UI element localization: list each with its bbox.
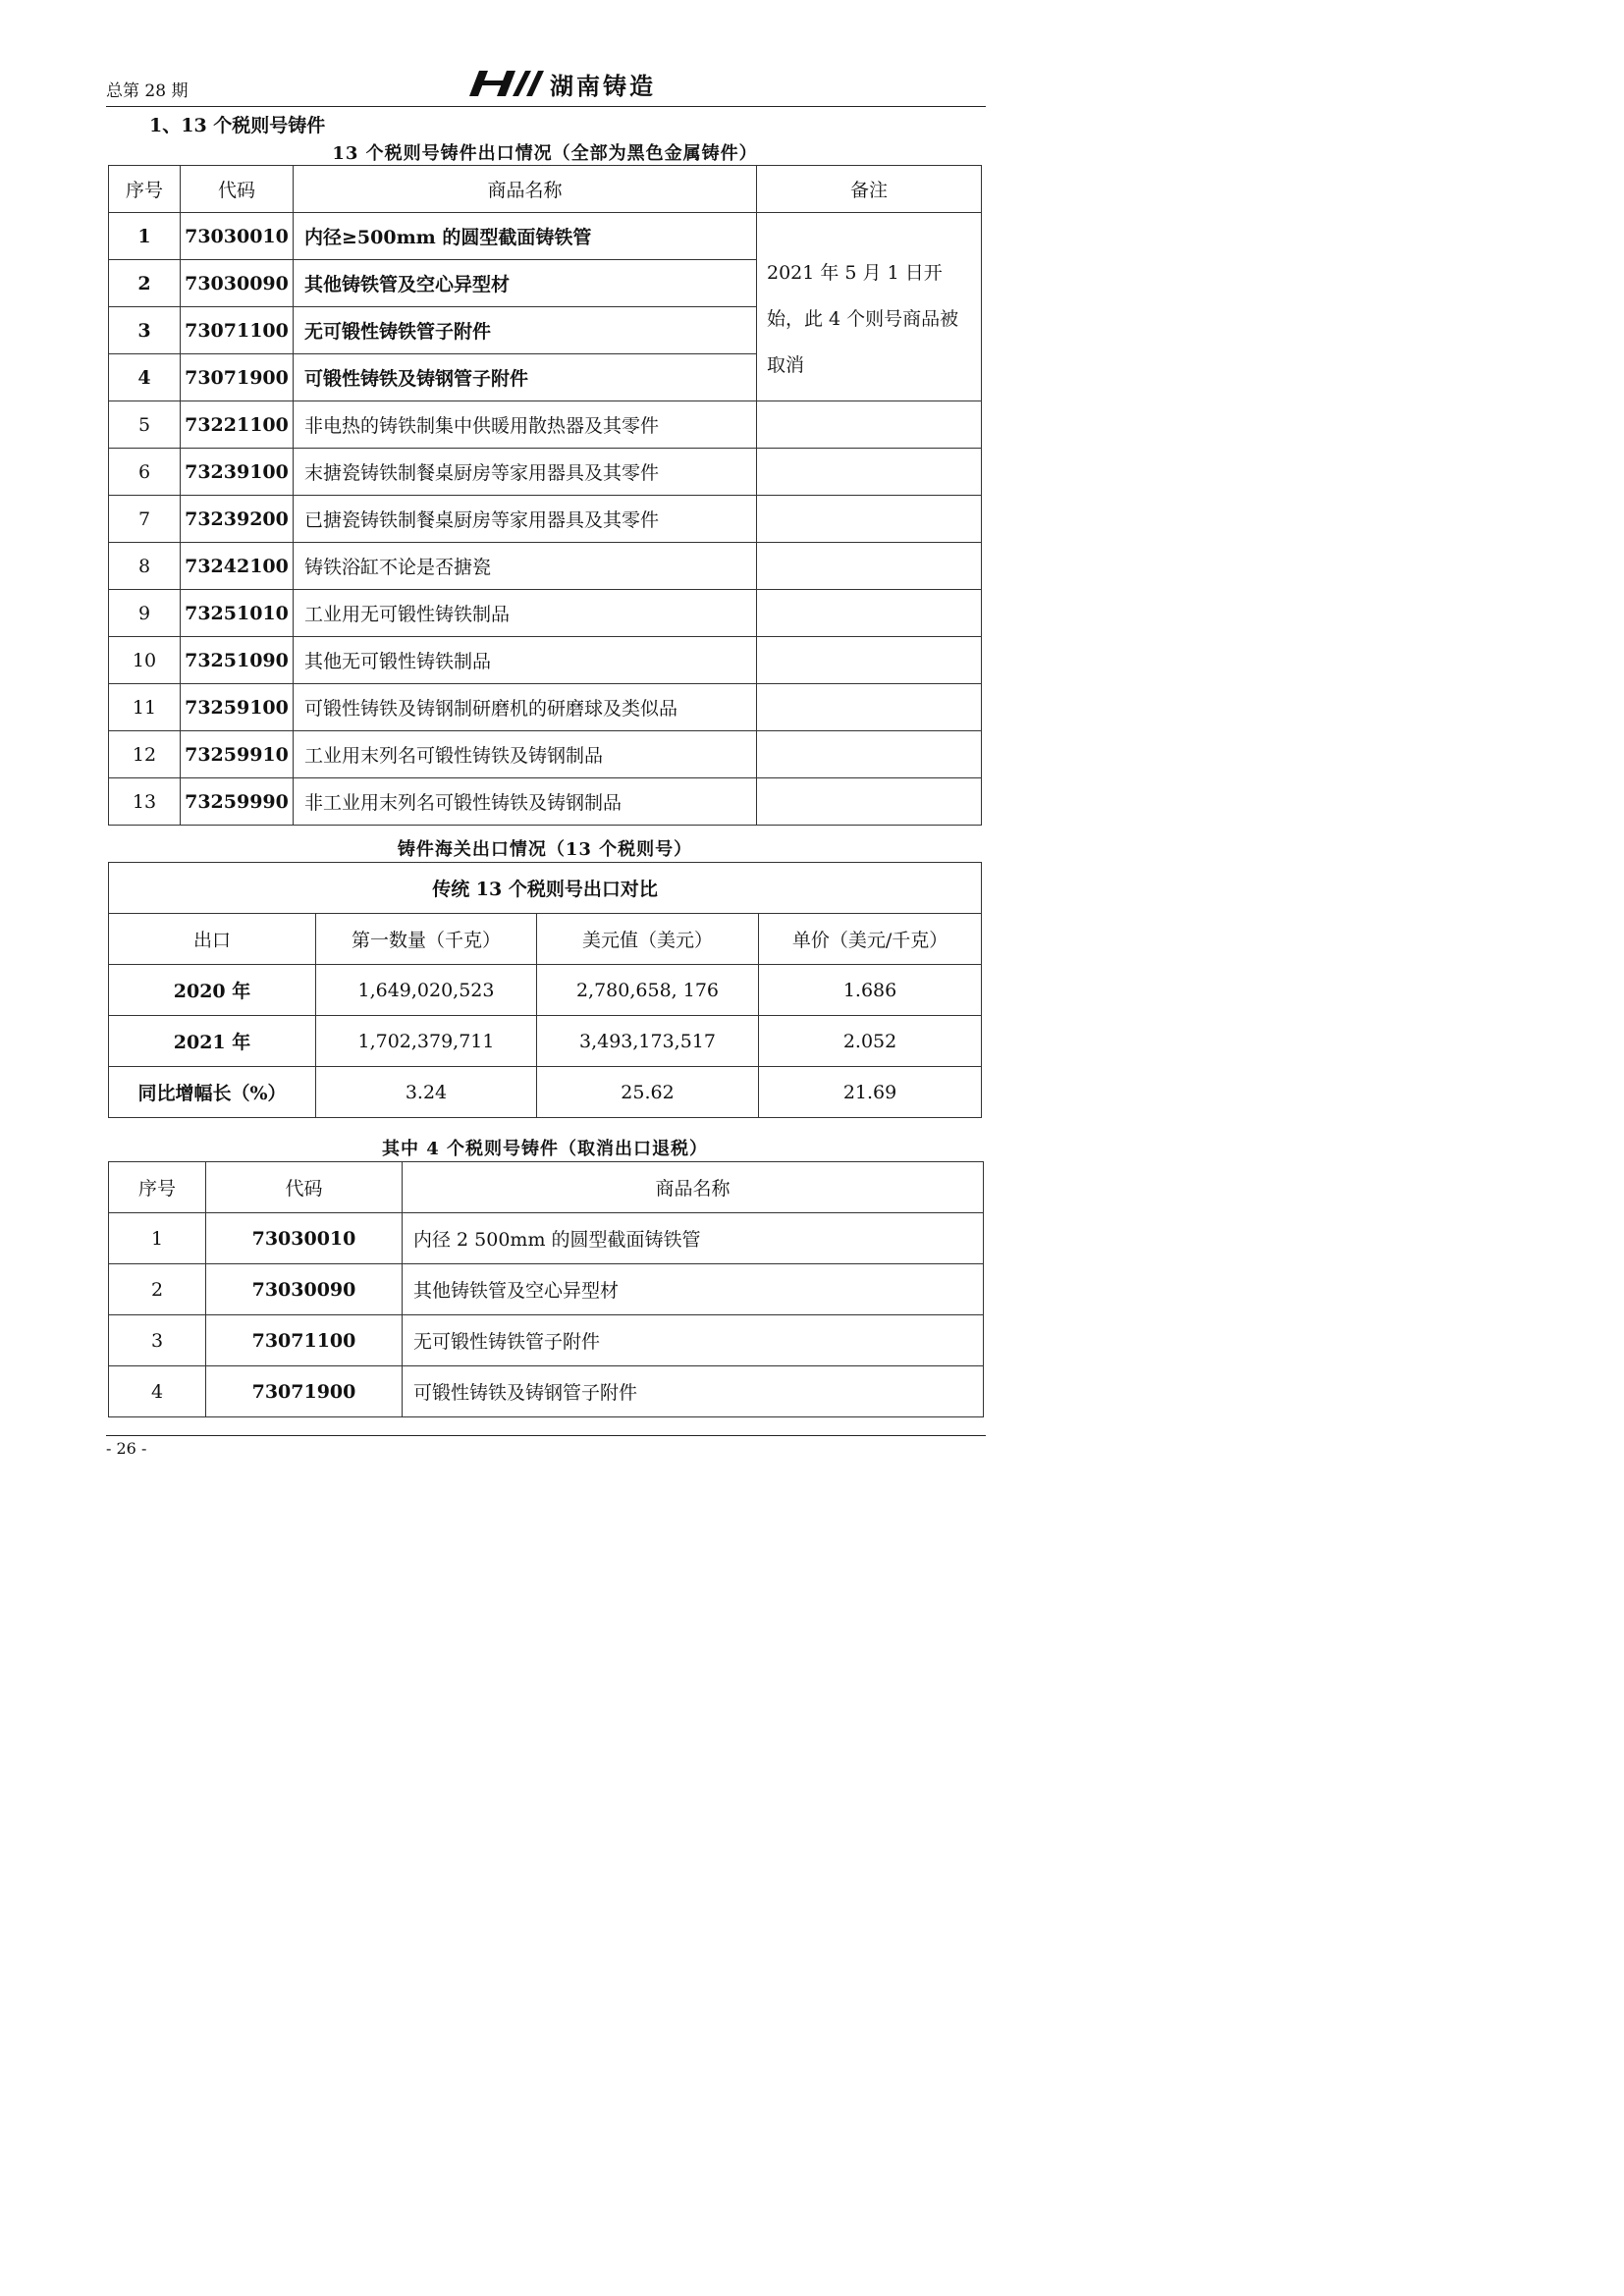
tariff-items-table xyxy=(108,165,982,826)
issue-number: 总第 28 期 xyxy=(106,81,189,101)
row-label: 2021 年 xyxy=(109,1016,316,1067)
remark-empty xyxy=(757,590,982,637)
tariff-code: 73259990 xyxy=(181,778,294,826)
table-row xyxy=(109,401,982,449)
table-row xyxy=(109,1213,984,1264)
row-label: 同比增幅长（%） xyxy=(109,1067,316,1118)
table-row xyxy=(109,1315,984,1366)
row-number: 9 xyxy=(109,590,181,637)
page-header xyxy=(106,59,986,107)
product-name: 无可锻性铸铁管子附件 xyxy=(294,307,757,354)
product-name: 内径 2 500mm 的圆型截面铸铁管 xyxy=(403,1213,984,1264)
table-row xyxy=(109,1264,984,1315)
table-row xyxy=(109,213,982,260)
header-name: 商品名称 xyxy=(294,166,757,213)
tariff-code: 73071900 xyxy=(206,1366,403,1417)
table1-header-row xyxy=(109,166,982,213)
product-name: 非电热的铸铁制集中供暖用散热器及其零件 xyxy=(294,401,757,449)
section-title: 1、13 个税则号铸件 xyxy=(149,115,326,136)
row-number: 8 xyxy=(109,543,181,590)
tariff-code: 73030090 xyxy=(206,1264,403,1315)
table2-title-row xyxy=(109,863,982,914)
tariff-code: 73239100 xyxy=(181,449,294,496)
tariff-code: 73071100 xyxy=(206,1315,403,1366)
brand-name: 湖南铸造 xyxy=(550,72,656,100)
table-row xyxy=(109,1366,984,1417)
row-number: 12 xyxy=(109,731,181,778)
table-row xyxy=(109,590,982,637)
header-code: 代码 xyxy=(206,1162,403,1213)
product-name: 可锻性铸铁及铸钢管子附件 xyxy=(403,1366,984,1417)
row-number: 1 xyxy=(109,213,181,260)
remark-empty xyxy=(757,449,982,496)
row-number: 3 xyxy=(109,1315,206,1366)
tariff-code: 73221100 xyxy=(181,401,294,449)
product-name: 可锻性铸铁及铸钢管子附件 xyxy=(294,354,757,401)
header-code: 代码 xyxy=(181,166,294,213)
product-name: 末搪瓷铸铁制餐桌厨房等家用器具及其零件 xyxy=(294,449,757,496)
header-usd: 美元值（美元） xyxy=(537,914,759,965)
brand-logo xyxy=(469,65,656,102)
tariff-code: 73242100 xyxy=(181,543,294,590)
table-row xyxy=(109,543,982,590)
comparison-title: 传统 13 个税则号出口对比 xyxy=(109,863,982,914)
table-row xyxy=(109,731,982,778)
row-number: 13 xyxy=(109,778,181,826)
table3-caption: 其中 4 个税则号铸件（取消出口退税） xyxy=(381,1139,709,1159)
row-label: 2020 年 xyxy=(109,965,316,1016)
row-number: 11 xyxy=(109,684,181,731)
product-name: 工业用末列名可锻性铸铁及铸钢制品 xyxy=(294,731,757,778)
unit-price-value: 1.686 xyxy=(759,965,982,1016)
quantity-value: 1,702,379,711 xyxy=(316,1016,537,1067)
product-name: 其他铸铁管及空心异型材 xyxy=(403,1264,984,1315)
remark-empty xyxy=(757,401,982,449)
cancelled-rebate-table xyxy=(108,1161,984,1417)
remark-empty xyxy=(757,684,982,731)
table-row xyxy=(109,1067,982,1118)
table-row xyxy=(109,496,982,543)
remark-note: 2021 年 5 月 1 日开始，此 4 个则号商品被取消 xyxy=(757,213,982,401)
header-unit-price: 单价（美元/千克） xyxy=(759,914,982,965)
product-name: 无可锻性铸铁管子附件 xyxy=(403,1315,984,1366)
header-quantity: 第一数量（千克） xyxy=(316,914,537,965)
product-name: 已搪瓷铸铁制餐桌厨房等家用器具及其零件 xyxy=(294,496,757,543)
export-comparison-table xyxy=(108,862,982,1118)
unit-price-value: 2.052 xyxy=(759,1016,982,1067)
tariff-code: 73251090 xyxy=(181,637,294,684)
header-no: 序号 xyxy=(109,1162,206,1213)
table-row xyxy=(109,965,982,1016)
quantity-value: 3.24 xyxy=(316,1067,537,1118)
product-name: 铸铁浴缸不论是否搪瓷 xyxy=(294,543,757,590)
product-name: 工业用无可锻性铸铁制品 xyxy=(294,590,757,637)
row-number: 1 xyxy=(109,1213,206,1264)
remark-empty xyxy=(757,543,982,590)
row-number: 4 xyxy=(109,354,181,401)
table-row xyxy=(109,684,982,731)
remark-empty xyxy=(757,731,982,778)
table-row xyxy=(109,449,982,496)
header-note: 备注 xyxy=(757,166,982,213)
product-name: 其他无可锻性铸铁制品 xyxy=(294,637,757,684)
header-name: 商品名称 xyxy=(403,1162,984,1213)
product-name: 可锻性铸铁及铸钢制研磨机的研磨球及类似品 xyxy=(294,684,757,731)
row-number: 2 xyxy=(109,1264,206,1315)
table2-header-row xyxy=(109,914,982,965)
table-row xyxy=(109,778,982,826)
row-number: 5 xyxy=(109,401,181,449)
product-name: 内径≥500mm 的圆型截面铸铁管 xyxy=(294,213,757,260)
row-number: 2 xyxy=(109,260,181,307)
remark-empty xyxy=(757,496,982,543)
table3-header-row xyxy=(109,1162,984,1213)
tariff-code: 73251010 xyxy=(181,590,294,637)
row-number: 10 xyxy=(109,637,181,684)
tariff-code: 73071900 xyxy=(181,354,294,401)
table-row xyxy=(109,1016,982,1067)
header-no: 序号 xyxy=(109,166,181,213)
unit-price-value: 21.69 xyxy=(759,1067,982,1118)
table2-caption: 铸件海关出口情况（13 个税则号） xyxy=(397,839,693,860)
usd-value: 25.62 xyxy=(537,1067,759,1118)
tariff-code: 73259910 xyxy=(181,731,294,778)
brand-mark-icon xyxy=(469,71,544,96)
page-number: - 26 - xyxy=(106,1439,147,1458)
remark-empty xyxy=(757,778,982,826)
tariff-code: 73030010 xyxy=(206,1213,403,1264)
tariff-code: 73239200 xyxy=(181,496,294,543)
product-name: 其他铸铁管及空心异型材 xyxy=(294,260,757,307)
row-number: 6 xyxy=(109,449,181,496)
row-number: 3 xyxy=(109,307,181,354)
table-row xyxy=(109,637,982,684)
usd-value: 2,780,658, 176 xyxy=(537,965,759,1016)
tariff-code: 73071100 xyxy=(181,307,294,354)
header-export: 出口 xyxy=(109,914,316,965)
tariff-code: 73030090 xyxy=(181,260,294,307)
row-number: 4 xyxy=(109,1366,206,1417)
usd-value: 3,493,173,517 xyxy=(537,1016,759,1067)
quantity-value: 1,649,020,523 xyxy=(316,965,537,1016)
footer-rule xyxy=(106,1435,986,1436)
remark-empty xyxy=(757,637,982,684)
product-name: 非工业用末列名可锻性铸铁及铸钢制品 xyxy=(294,778,757,826)
table1-caption: 13 个税则号铸件出口情况（全部为黑色金属铸件） xyxy=(332,143,758,164)
tariff-code: 73259100 xyxy=(181,684,294,731)
row-number: 7 xyxy=(109,496,181,543)
tariff-code: 73030010 xyxy=(181,213,294,260)
